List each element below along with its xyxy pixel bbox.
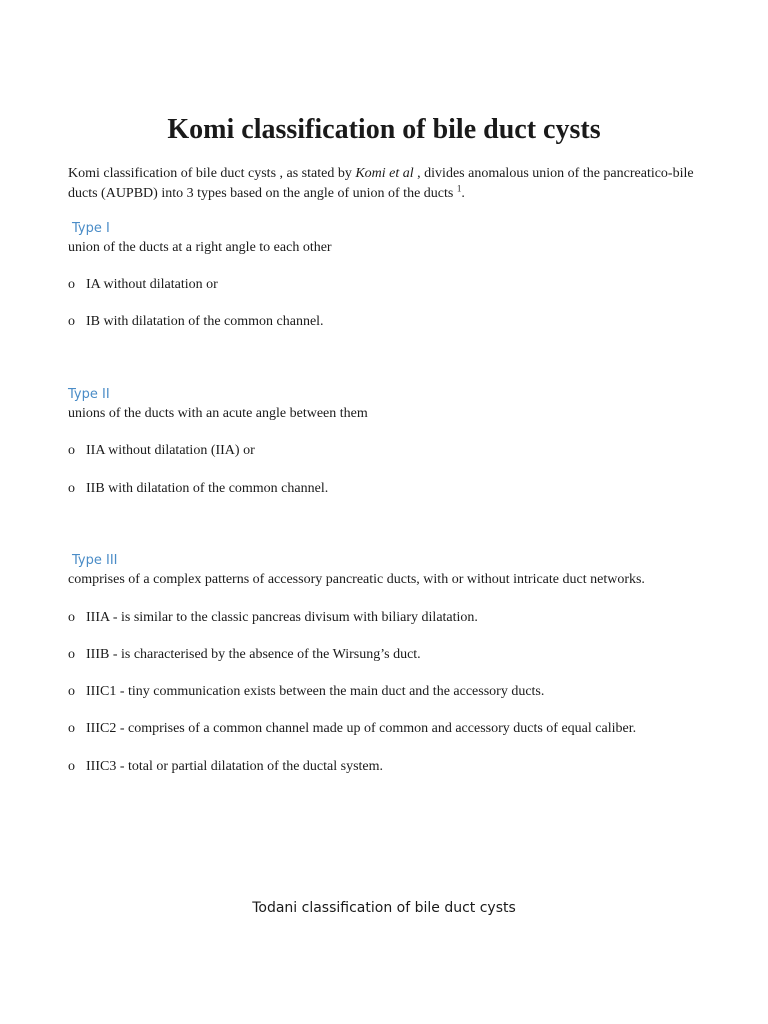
- reference-superscript: 1: [456, 183, 462, 194]
- list-item: [68, 758, 383, 776]
- list-item-text: IIB with dilatation of the common channel.: [86, 481, 329, 496]
- bullet-marker: o: [68, 443, 75, 458]
- list-item: [68, 720, 636, 738]
- intro-text-after: , divides anomalous union of the pancreatico-bile ducts (AUPBD) into 3 types based on the angle of union of the ducts: [68, 166, 694, 201]
- list-item: [68, 480, 328, 498]
- bullet-marker: o: [68, 759, 75, 774]
- intro-paragraph: [68, 164, 708, 204]
- list-item-text: IIIC1 - tiny communication exists between the main duct and the accessory ducts.: [86, 684, 545, 699]
- list-item: [68, 276, 218, 294]
- list-item: [68, 442, 255, 460]
- list-item-text: IIA without dilatation (IIA) or: [86, 443, 255, 458]
- list-item-text: IIIC3 - total or partial dilatation of the ductal system.: [86, 759, 384, 774]
- bullet-marker: o: [68, 647, 75, 662]
- list-item-text: IIIA - is similar to the classic pancreas divisum with biliary dilatation.: [86, 610, 478, 625]
- bullet-marker: o: [68, 684, 75, 699]
- list-item: [68, 313, 324, 331]
- list-item: [68, 646, 421, 664]
- list-item-text: IB with dilatation of the common channel.: [86, 314, 324, 329]
- intro-author: Komi et al: [355, 166, 414, 181]
- page-title: Komi classification of bile duct cysts: [167, 114, 601, 145]
- type-ii-heading: Type II: [68, 387, 110, 402]
- bullet-marker: o: [68, 314, 75, 329]
- next-section-title: Todani classification of bile duct cysts: [252, 900, 516, 916]
- list-item: [68, 609, 478, 627]
- list-item-text: IIIB - is characterised by the absence of the Wirsung’s duct.: [86, 647, 421, 662]
- list-item-text: IA without dilatation or: [86, 277, 218, 292]
- intro-text-before: Komi classification of bile duct cysts , as stated by: [68, 166, 356, 181]
- list-item: [68, 683, 544, 701]
- bullet-marker: o: [68, 277, 75, 292]
- bullet-marker: o: [68, 610, 75, 625]
- type-i-heading: Type I: [72, 221, 110, 236]
- list-item-text: IIIC2 - comprises of a common channel made up of common and accessory ducts of equal caliber.: [86, 721, 637, 736]
- bullet-marker: o: [68, 721, 75, 736]
- bullet-marker: o: [68, 481, 75, 496]
- type-iii-heading: Type III: [72, 553, 118, 568]
- intro-end: .: [461, 186, 465, 201]
- type-iii-description: comprises of a complex patterns of accessory pancreatic ducts, with or without intricate duct networks.: [68, 572, 645, 587]
- type-i-description: union of the ducts at a right angle to each other: [68, 240, 332, 255]
- type-ii-description: unions of the ducts with an acute angle between them: [68, 406, 368, 421]
